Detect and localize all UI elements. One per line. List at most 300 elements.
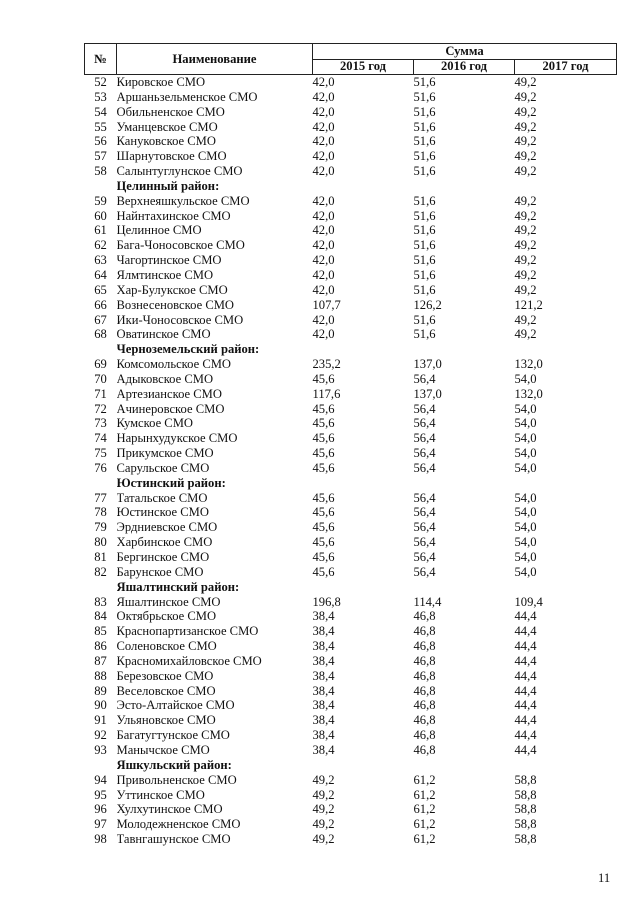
municipality-name: Веселовское СМО — [116, 683, 216, 698]
municipality-name: Верхнеяшкульское СМО — [116, 193, 250, 208]
row-number: 61 — [94, 223, 107, 238]
value-2016: 137,0 — [413, 357, 442, 372]
municipality-name: Молодежненское СМО — [116, 817, 241, 832]
value-2016: 137,0 — [413, 386, 442, 401]
value-2016: 56,4 — [413, 490, 436, 505]
row-number: 62 — [94, 238, 107, 253]
value-2017: 58,8 — [514, 817, 537, 832]
value-2015: 45,6 — [312, 505, 335, 520]
value-2015: 45,6 — [312, 490, 335, 505]
value-2017: 58,8 — [514, 772, 537, 787]
municipality-name: Ялмтинское СМО — [116, 267, 214, 282]
value-2017: 54,0 — [514, 535, 537, 550]
header-sum: Сумма — [313, 44, 617, 60]
table-row — [85, 223, 617, 238]
table-row — [85, 639, 617, 654]
value-2017: 49,2 — [514, 312, 537, 327]
district-header-label: Целинный район: — [116, 178, 220, 193]
value-2016: 114,4 — [413, 594, 442, 609]
value-2015: 49,2 — [312, 802, 335, 817]
value-2015: 42,0 — [312, 119, 335, 134]
header-number: № — [85, 44, 117, 75]
table-row — [85, 595, 617, 610]
municipality-name: Соленовское СМО — [116, 639, 217, 654]
value-2017: 49,2 — [514, 134, 537, 149]
table-row — [85, 832, 617, 847]
row-number: 58 — [94, 164, 107, 179]
table-row — [85, 357, 617, 372]
value-2016: 56,4 — [413, 550, 436, 564]
row-number: 73 — [94, 416, 107, 431]
row-number: 77 — [94, 490, 107, 505]
table-header — [85, 44, 617, 75]
value-2015: 42,0 — [312, 104, 335, 119]
municipality-name: Ики-Чоносовское СМО — [116, 312, 244, 327]
table-row — [85, 520, 617, 535]
table-row — [85, 669, 617, 684]
table-row — [85, 817, 617, 832]
municipality-name: Ачинеровское СМО — [116, 401, 225, 416]
value-2016: 126,2 — [413, 297, 442, 312]
value-2016: 51,6 — [413, 149, 436, 164]
value-2017: 49,2 — [514, 282, 537, 297]
value-2015: 38,4 — [312, 639, 335, 654]
value-2017: 44,4 — [514, 728, 537, 743]
value-2016: 56,4 — [413, 520, 436, 535]
municipality-name: Хар-Булукское СМО — [116, 282, 228, 297]
row-number: 93 — [94, 742, 107, 757]
row-number: 84 — [94, 609, 107, 624]
value-2017: 49,2 — [514, 267, 537, 282]
value-2016: 46,8 — [413, 713, 436, 728]
municipality-name: Адыковское СМО — [116, 371, 214, 386]
value-2016: 56,4 — [413, 535, 436, 550]
table-row — [85, 416, 617, 431]
value-2015: 42,0 — [312, 75, 335, 89]
municipality-name: Кануковское СМО — [116, 134, 216, 149]
value-2016: 51,6 — [413, 253, 436, 268]
value-2016: 46,8 — [413, 742, 436, 757]
value-2016: 61,2 — [413, 772, 436, 787]
table-row — [85, 788, 617, 803]
table-row — [85, 550, 617, 565]
value-2017: 132,0 — [514, 357, 543, 372]
district-header-row — [85, 580, 617, 595]
value-2015: 38,4 — [312, 698, 335, 713]
value-2015: 42,0 — [312, 193, 335, 208]
row-number: 60 — [94, 208, 107, 223]
budget-table — [84, 43, 617, 847]
table-row — [85, 624, 617, 639]
header-year-2017: 2017 год — [515, 59, 617, 75]
municipality-name: Сарульское СМО — [116, 460, 210, 475]
value-2016: 56,4 — [413, 446, 436, 461]
row-number: 79 — [94, 520, 107, 535]
table-row — [85, 372, 617, 387]
value-2016: 51,6 — [413, 208, 436, 223]
value-2015: 117,6 — [312, 386, 341, 401]
row-number: 76 — [94, 460, 107, 475]
value-2017: 54,0 — [514, 520, 537, 535]
value-2017: 54,0 — [514, 401, 537, 416]
value-2017: 109,4 — [514, 594, 543, 609]
value-2017: 54,0 — [514, 550, 537, 564]
row-number: 87 — [94, 653, 107, 668]
value-2017: 132,0 — [514, 386, 543, 401]
table-row — [85, 491, 617, 506]
district-header-spacer — [85, 342, 117, 357]
row-number: 65 — [94, 282, 107, 297]
table-row — [85, 802, 617, 817]
row-number: 72 — [94, 401, 107, 416]
value-2016: 51,6 — [413, 238, 436, 253]
municipality-name: Артезианское СМО — [116, 386, 222, 401]
value-2015: 38,4 — [312, 668, 335, 683]
value-2017: 54,0 — [514, 564, 537, 579]
municipality-name: Аршаньзельменское СМО — [116, 89, 258, 104]
value-2015: 42,0 — [312, 223, 335, 238]
value-2015: 38,4 — [312, 653, 335, 668]
table-row — [85, 698, 617, 713]
table-row — [85, 728, 617, 743]
value-2016: 51,6 — [413, 327, 436, 342]
value-2015: 42,0 — [312, 89, 335, 104]
value-2017: 54,0 — [514, 416, 537, 431]
value-2017: 49,2 — [514, 104, 537, 119]
table-body — [85, 75, 617, 847]
value-2015: 45,6 — [312, 460, 335, 475]
row-number: 81 — [94, 550, 107, 564]
value-2016: 56,4 — [413, 416, 436, 431]
value-2016: 56,4 — [413, 564, 436, 579]
municipality-name: Октябрьское СМО — [116, 609, 217, 624]
district-header-row — [85, 476, 617, 491]
row-number: 55 — [94, 119, 107, 134]
municipality-name: Яшалтинское СМО — [116, 594, 221, 609]
row-number: 70 — [94, 371, 107, 386]
municipality-name: Салынтуглунское СМО — [116, 164, 243, 179]
table-row — [85, 75, 617, 90]
table-row — [85, 134, 617, 149]
row-number: 98 — [94, 832, 107, 847]
district-header-row — [85, 179, 617, 194]
district-header-spacer — [85, 758, 117, 773]
row-number: 89 — [94, 683, 107, 698]
table-row — [85, 461, 617, 476]
value-2017: 44,4 — [514, 683, 537, 698]
district-header-spacer — [85, 179, 117, 194]
value-2016: 51,6 — [413, 164, 436, 179]
header-year-2016: 2016 год — [414, 59, 515, 75]
district-header-row — [85, 342, 617, 357]
table-row — [85, 164, 617, 179]
municipality-name: Багатугтунское СМО — [116, 728, 230, 743]
value-2017: 58,8 — [514, 832, 537, 847]
row-number: 67 — [94, 312, 107, 327]
row-number: 54 — [94, 104, 107, 119]
value-2015: 45,6 — [312, 564, 335, 579]
value-2016: 61,2 — [413, 832, 436, 847]
value-2015: 42,0 — [312, 238, 335, 253]
row-number: 92 — [94, 728, 107, 743]
table-row — [85, 684, 617, 699]
municipality-name: Эсто-Алтайское СМО — [116, 698, 235, 713]
row-number: 59 — [94, 193, 107, 208]
value-2015: 38,4 — [312, 728, 335, 743]
row-number: 91 — [94, 713, 107, 728]
value-2016: 51,6 — [413, 282, 436, 297]
district-header-label: Яшалтинский район: — [116, 579, 240, 594]
row-number: 96 — [94, 802, 107, 817]
value-2016: 51,6 — [413, 223, 436, 238]
value-2016: 51,6 — [413, 267, 436, 282]
value-2017: 49,2 — [514, 238, 537, 253]
value-2016: 61,2 — [413, 787, 436, 802]
value-2015: 49,2 — [312, 772, 335, 787]
value-2017: 54,0 — [514, 460, 537, 475]
value-2017: 49,2 — [514, 149, 537, 164]
municipality-name: Обильненское СМО — [116, 104, 225, 119]
value-2015: 42,0 — [312, 282, 335, 297]
municipality-name: Целинное СМО — [116, 223, 202, 238]
municipality-name: Шарнутовское СМО — [116, 149, 227, 164]
value-2017: 121,2 — [514, 297, 543, 312]
municipality-name: Барунское СМО — [116, 564, 204, 579]
value-2016: 46,8 — [413, 639, 436, 654]
row-number: 63 — [94, 253, 107, 268]
value-2017: 44,4 — [514, 742, 537, 757]
value-2016: 56,4 — [413, 505, 436, 520]
row-number: 69 — [94, 357, 107, 372]
header-year-2015: 2015 год — [313, 59, 414, 75]
value-2016: 46,8 — [413, 683, 436, 698]
municipality-name: Оватинское СМО — [116, 327, 211, 342]
row-number: 90 — [94, 698, 107, 713]
row-number: 57 — [94, 149, 107, 164]
municipality-name: Краснопартизанское СМО — [116, 624, 259, 639]
row-number: 78 — [94, 505, 107, 520]
table-row — [85, 446, 617, 461]
value-2017: 49,2 — [514, 164, 537, 179]
municipality-name: Бага-Чоносовское СМО — [116, 238, 245, 253]
value-2017: 44,4 — [514, 713, 537, 728]
value-2015: 42,0 — [312, 149, 335, 164]
district-header-spacer — [85, 476, 117, 491]
row-number: 66 — [94, 297, 107, 312]
table-row — [85, 209, 617, 224]
value-2017: 44,4 — [514, 609, 537, 624]
municipality-name: Хулхутинское СМО — [116, 802, 223, 817]
table-row — [85, 283, 617, 298]
municipality-name: Манычское СМО — [116, 742, 210, 757]
row-number: 75 — [94, 446, 107, 461]
value-2016: 46,8 — [413, 609, 436, 624]
value-2016: 61,2 — [413, 802, 436, 817]
table-row — [85, 773, 617, 788]
value-2015: 45,6 — [312, 401, 335, 416]
value-2016: 56,4 — [413, 460, 436, 475]
table-row — [85, 565, 617, 580]
table-row — [85, 313, 617, 328]
value-2015: 42,0 — [312, 134, 335, 149]
value-2017: 49,2 — [514, 208, 537, 223]
municipality-name: Красномихайловское СМО — [116, 653, 262, 668]
value-2015: 235,2 — [312, 357, 341, 372]
value-2015: 38,4 — [312, 624, 335, 639]
municipality-name: Татальское СМО — [116, 490, 208, 505]
value-2017: 44,4 — [514, 668, 537, 683]
municipality-name: Найнтахинское СМО — [116, 208, 231, 223]
value-2017: 49,2 — [514, 253, 537, 268]
table-row — [85, 149, 617, 164]
value-2015: 49,2 — [312, 817, 335, 832]
value-2016: 46,8 — [413, 668, 436, 683]
value-2017: 49,2 — [514, 89, 537, 104]
row-number: 82 — [94, 564, 107, 579]
value-2016: 61,2 — [413, 817, 436, 832]
district-header-label: Яшкульский район: — [116, 757, 232, 772]
table-row — [85, 238, 617, 253]
value-2017: 44,4 — [514, 698, 537, 713]
value-2016: 46,8 — [413, 653, 436, 668]
value-2015: 38,4 — [312, 609, 335, 624]
municipality-name: Тавнгашунское СМО — [116, 832, 231, 847]
row-number: 64 — [94, 267, 107, 282]
row-number: 56 — [94, 134, 107, 149]
value-2017: 54,0 — [514, 446, 537, 461]
municipality-name: Вознесеновское СМО — [116, 297, 235, 312]
row-number: 95 — [94, 787, 107, 802]
municipality-name: Уттинское СМО — [116, 787, 205, 802]
row-number: 97 — [94, 817, 107, 832]
value-2017: 49,2 — [514, 193, 537, 208]
value-2016: 51,6 — [413, 134, 436, 149]
value-2017: 44,4 — [514, 653, 537, 668]
value-2016: 51,6 — [413, 119, 436, 134]
municipality-name: Нарынхудукское СМО — [116, 431, 238, 446]
value-2016: 46,8 — [413, 624, 436, 639]
table-row — [85, 743, 617, 758]
table-row — [85, 120, 617, 135]
row-number: 71 — [94, 386, 107, 401]
value-2017: 44,4 — [514, 639, 537, 654]
page-number: 11 — [598, 871, 611, 885]
district-header-label: Юстинский район: — [116, 475, 226, 490]
municipality-name: Эрдниевское СМО — [116, 520, 218, 535]
value-2015: 42,0 — [312, 312, 335, 327]
district-header-spacer — [85, 580, 117, 595]
table-row — [85, 609, 617, 624]
row-number: 74 — [94, 431, 107, 446]
header-name: Наименование — [117, 44, 313, 75]
row-number: 68 — [94, 327, 107, 342]
value-2017: 49,2 — [514, 327, 537, 342]
value-2016: 56,4 — [413, 401, 436, 416]
value-2016: 56,4 — [413, 431, 436, 446]
municipality-name: Ульяновское СМО — [116, 713, 216, 728]
table-row — [85, 654, 617, 669]
municipality-name: Комсомольское СМО — [116, 357, 232, 372]
value-2017: 58,8 — [514, 802, 537, 817]
value-2015: 49,2 — [312, 787, 335, 802]
value-2015: 38,4 — [312, 683, 335, 698]
value-2017: 49,2 — [514, 223, 537, 238]
value-2017: 49,2 — [514, 75, 537, 89]
row-number: 83 — [94, 594, 107, 609]
row-number: 52 — [94, 75, 107, 89]
value-2016: 56,4 — [413, 371, 436, 386]
value-2017: 54,0 — [514, 371, 537, 386]
table-row — [85, 535, 617, 550]
value-2015: 45,6 — [312, 371, 335, 386]
value-2015: 45,6 — [312, 520, 335, 535]
value-2016: 51,6 — [413, 104, 436, 119]
value-2017: 44,4 — [514, 624, 537, 639]
municipality-name: Привольненское СМО — [116, 772, 237, 787]
value-2015: 45,6 — [312, 550, 335, 564]
value-2015: 38,4 — [312, 713, 335, 728]
table-row — [85, 90, 617, 105]
value-2016: 51,6 — [413, 75, 436, 89]
value-2015: 49,2 — [312, 832, 335, 847]
municipality-name: Прикумское СМО — [116, 446, 214, 461]
value-2017: 54,0 — [514, 431, 537, 446]
municipality-name: Чагортинское СМО — [116, 253, 222, 268]
municipality-name: Харбинское СМО — [116, 535, 213, 550]
municipality-name: Березовское СМО — [116, 668, 214, 683]
table-row — [85, 431, 617, 446]
row-number: 53 — [94, 89, 107, 104]
table-row — [85, 105, 617, 120]
municipality-name: Юстинское СМО — [116, 505, 209, 520]
district-header-label: Черноземельский район: — [116, 342, 260, 357]
row-number: 80 — [94, 535, 107, 550]
municipality-name: Бергинское СМО — [116, 550, 210, 564]
value-2015: 107,7 — [312, 297, 341, 312]
value-2017: 54,0 — [514, 490, 537, 505]
value-2016: 46,8 — [413, 698, 436, 713]
value-2015: 45,6 — [312, 431, 335, 446]
value-2015: 42,0 — [312, 327, 335, 342]
table-row — [85, 713, 617, 728]
value-2017: 54,0 — [514, 505, 537, 520]
value-2015: 45,6 — [312, 535, 335, 550]
row-number: 88 — [94, 668, 107, 683]
table-row — [85, 505, 617, 520]
district-header-row — [85, 758, 617, 773]
value-2017: 49,2 — [514, 119, 537, 134]
value-2015: 42,0 — [312, 208, 335, 223]
value-2016: 51,6 — [413, 193, 436, 208]
value-2015: 42,0 — [312, 164, 335, 179]
value-2015: 38,4 — [312, 742, 335, 757]
table-row — [85, 387, 617, 402]
table-row — [85, 253, 617, 268]
value-2015: 196,8 — [312, 594, 341, 609]
row-number: 85 — [94, 624, 107, 639]
value-2015: 42,0 — [312, 253, 335, 268]
value-2015: 42,0 — [312, 267, 335, 282]
row-number: 86 — [94, 639, 107, 654]
table-row — [85, 402, 617, 417]
municipality-name: Кумское СМО — [116, 416, 194, 431]
value-2015: 45,6 — [312, 446, 335, 461]
municipality-name: Кировское СМО — [116, 75, 206, 89]
value-2016: 51,6 — [413, 312, 436, 327]
municipality-name: Уманцевское СМО — [116, 119, 218, 134]
table-row — [85, 194, 617, 209]
table-row — [85, 327, 617, 342]
